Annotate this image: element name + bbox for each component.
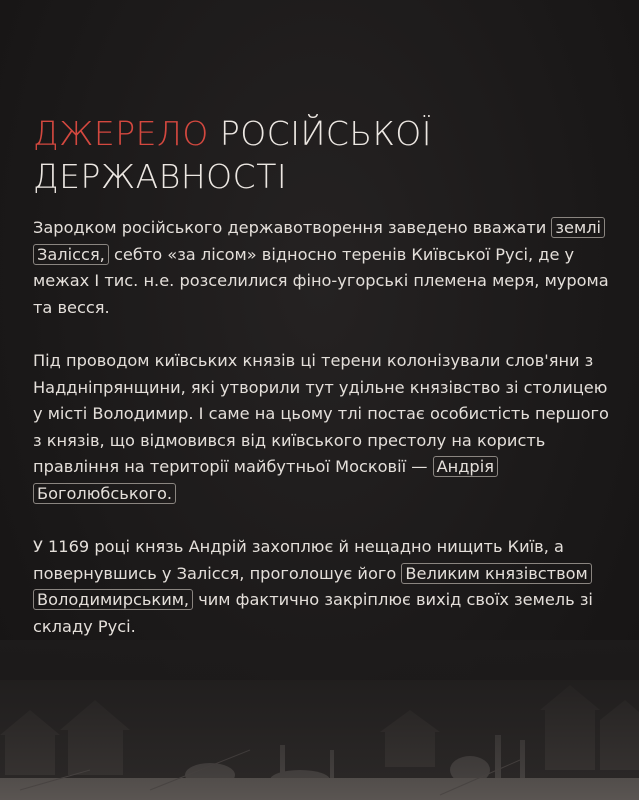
page-title <box>33 112 613 198</box>
highlight-andriy-bogolyubsky: Андрія Боголюбського. <box>33 456 498 504</box>
paragraph-1 <box>33 215 618 321</box>
highlight-grand-principality: Великим князівством Володимирським, <box>33 563 592 611</box>
paragraph-1-text-a: Зародком російського державотворення заведено вважати <box>33 218 552 237</box>
paragraph-2 <box>33 348 618 507</box>
paragraph-1-text-b: себто «за лісом» відносно теренів Київської Русі, де у межах І тис. н.е. розселилися фіно-угорські племена меря, мурома та весся. <box>33 244 609 317</box>
title-line1-rest: РОСІЙСЬКОЇ <box>219 114 433 153</box>
paragraph-3-text-b: чим фактично закріплює вихід своїх земель зі складу Русі. <box>33 590 593 636</box>
highlight-zalissia-lands: землі Залісся, <box>33 217 605 265</box>
title-line2: ДЕРЖАВНОСТІ <box>33 157 288 196</box>
paragraph-2-text-a: Під проводом київських князів ці терени колонізували слов'яни з Наддніпрянщини, які утворили тут удільне князівство зі столицею у місті Володимир. І саме на цьому тлі постає особистість першого з князів, що відмовився від київського престолу на користь правління на території майбутньої Московії — <box>33 351 609 476</box>
paragraph-3 <box>33 534 618 640</box>
paragraph-3-text-a: У 1169 році князь Андрій захоплює й нещадно нищить Київ, а повернувшись у Залісся, проголошує його <box>33 537 564 583</box>
article-body <box>33 215 618 667</box>
title-accent: ДЖЕРЕЛО <box>33 114 209 153</box>
